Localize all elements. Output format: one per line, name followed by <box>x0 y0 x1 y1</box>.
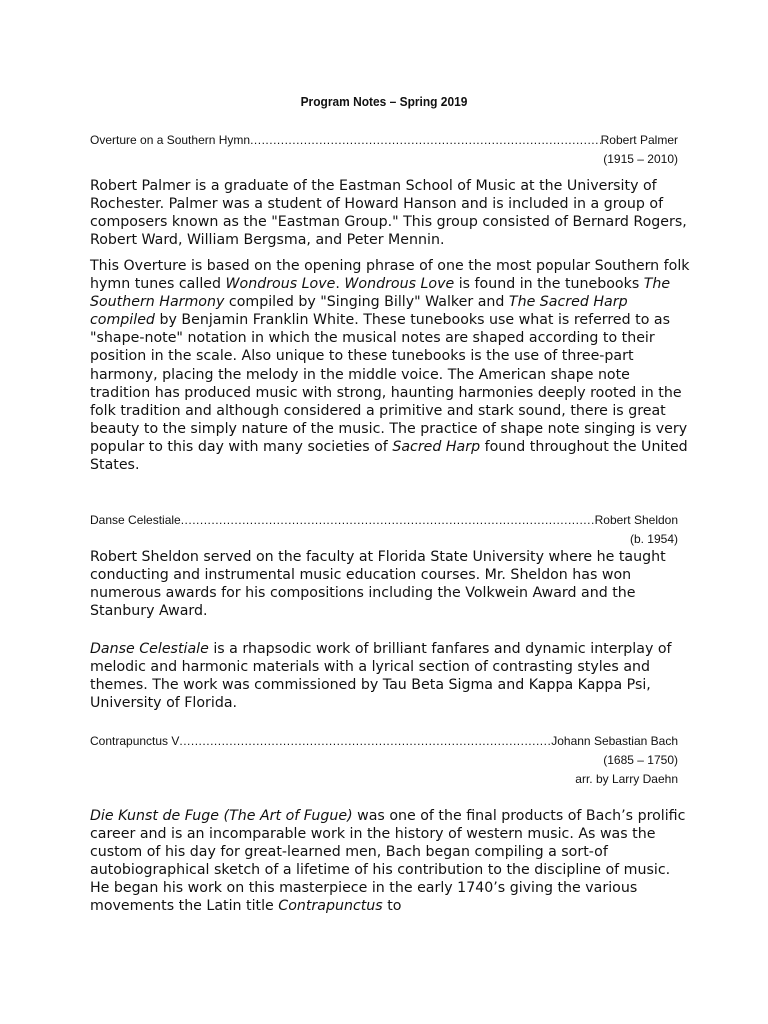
piece-title: Overture on a Southern Hymn <box>90 133 251 147</box>
piece-title: Contrapunctus V <box>90 734 180 748</box>
composer-name: Robert Sheldon <box>594 513 678 527</box>
composer-dates: (1915 – 2010) <box>603 152 678 166</box>
piece-title: Danse Celestiale <box>90 513 181 527</box>
composer-name: Johann Sebastian Bach <box>551 734 678 748</box>
italic-text: The Sacred Harp compiled <box>90 294 628 329</box>
dot-leader <box>179 732 551 751</box>
paragraph <box>90 640 690 712</box>
paragraph <box>90 807 690 916</box>
entry-line <box>90 511 678 530</box>
program-entry-danse <box>90 511 678 549</box>
italic-text: Wondrous Love <box>225 276 336 293</box>
paragraph <box>90 177 690 249</box>
program-entry-contrapunctus <box>90 732 678 789</box>
text-run: Robert Sheldon served on the faculty at Florida State University where he taught conducting and instrumental music education courses. Mr. Sheldon has won numerous awards for his compositions including the Volkwein Award and the Stanbury Award. <box>90 549 666 620</box>
text-run: found throughout the United States. <box>90 438 688 474</box>
text-run: is a rhapsodic work of brilliant fanfares and dynamic interplay of melodic and harmonic materials with a lyrical section of contrasting styles and themes. The work was commissioned by Tau Beta Sigma and Kappa Kappa Psi, University of Florida. <box>90 641 672 712</box>
text-run: Robert Palmer is a graduate of the Eastman School of Music at the University of Rochester. Palmer was a student of Howard Hanson and is included in a group of composers known as the "Eastman Group." This group consisted of Bernard Rogers, Robert Ward, William Bergsma, and Peter Mennin. <box>90 178 687 249</box>
arranger-credit: arr. by Larry Daehn <box>575 772 678 786</box>
text-run: compiled by "Singing Billy" Walker and <box>224 294 509 311</box>
italic-text: Danse Celestiale <box>90 641 209 657</box>
italic-text: Die Kunst de Fuge (The Art of Fugue) <box>90 808 353 824</box>
italic-text: Sacred Harp <box>392 438 481 455</box>
page-title: Program Notes – Spring 2019 <box>300 94 468 109</box>
text-run: is found in the tunebooks <box>454 276 644 293</box>
composer-name: Robert Palmer <box>600 133 678 147</box>
entry-line <box>90 732 678 751</box>
composer-dates: (1685 – 1750) <box>603 753 678 767</box>
dot-leader <box>250 131 601 150</box>
entry-line <box>90 131 678 150</box>
text-run: . <box>335 276 345 293</box>
italic-text: Contrapunctus <box>278 898 383 915</box>
program-entry-overture <box>90 131 678 169</box>
composer-dates: (b. 1954) <box>629 532 678 546</box>
paragraph <box>90 548 690 620</box>
text-run: This Overture is based on the opening phrase of one the most popular Southern folk hymn tunes called <box>90 258 690 293</box>
dot-leader <box>181 511 595 530</box>
paragraph <box>90 257 690 474</box>
italic-text: The Southern Harmony <box>90 276 671 311</box>
text-run: to <box>382 898 402 915</box>
text-run: was one of the final products of Bach’s prolific career and is an incomparable work in the history of western music. As was the custom of his day for great-learned men, Bach began compiling a sort-of autobiographical sketch of a lifetime of his contribution to the discipline of music. He began his work on this masterpiece in the early 1740’s giving the various movements the Latin title <box>90 808 686 915</box>
text-run: by Benjamin Franklin White. These tunebooks use what is referred to as "shape-note" notation in which the musical notes are shaped according to their position in the scale. Also unique to these tunebooks is the use of three-part harmony, placing the melody in the middle voice. The American shape note tradition has produced music with strong, haunting harmonies deeply rooted in the folk tradition and although considered a primitive and stark sound, there is great beauty to the simply nature of the music. The practice of shape note singing is very popular to this day with many societies of <box>90 312 688 455</box>
italic-text: Wondrous Love <box>344 276 455 293</box>
